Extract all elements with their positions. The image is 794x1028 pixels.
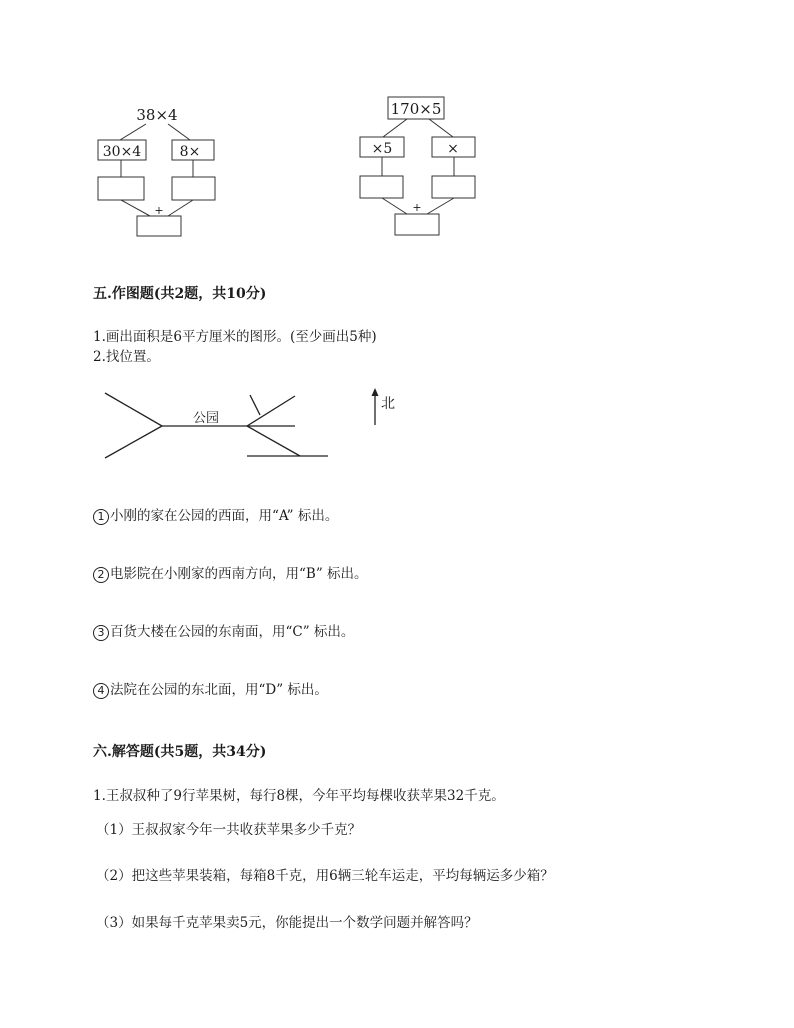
section-6-subquestion-1: （1）王叔叔家今年一共收获苹果多少千克？ [96, 822, 362, 838]
north-label: 北 [381, 396, 395, 412]
park-label: 公园 [193, 411, 220, 426]
circled-number-4: 4 [93, 683, 109, 699]
circled-number-3: 3 [93, 625, 109, 641]
road-northeast [247, 396, 295, 426]
circled-number-1: 1 [93, 509, 109, 525]
tree1-left-box-text: 30×4 [102, 144, 142, 160]
road-southwest [105, 426, 162, 458]
location-item-3-text: 百货大楼在公园的东南面，用“C” 标出。 [110, 624, 355, 640]
tree1-join-right [168, 200, 193, 216]
section-5-question-2: 2.找位置。 [93, 349, 160, 365]
tree2-left-answer-box [360, 176, 403, 198]
location-item-4 [93, 678, 328, 699]
circled-number-2: 2 [93, 567, 109, 583]
section-6-subquestion-2: （2）把这些苹果装箱，每箱8千克，用6辆三轮车运走，平均每辆运多少箱？ [96, 868, 554, 884]
section-5-title: 五.作图题(共2题，共10分) [93, 286, 267, 302]
tree2-join-right [427, 198, 454, 214]
location-item-4-text: 法院在公园的东北面，用“D” 标出。 [110, 682, 328, 698]
road-southeast [247, 426, 300, 456]
tree2-right-box-text: × [447, 141, 459, 157]
tree1-plus-sign: + [154, 204, 164, 217]
location-item-2-text: 电影院在小刚家的西南方向，用“B” 标出。 [110, 566, 368, 582]
location-item-3 [93, 620, 354, 641]
section-6-subquestion-3: （3）如果每千克苹果卖5元，你能提出一个数学问题并解答吗？ [96, 915, 478, 931]
road-short-diagonal [250, 395, 260, 415]
tree2-top-expression: 170×5 [390, 100, 442, 118]
park-map-diagram [100, 385, 400, 470]
location-item-2 [93, 562, 368, 583]
section-6-question-1: 1.王叔叔种了9行苹果树，每行8棵，今年平均每棵收获苹果32千克。 [93, 788, 505, 804]
tree1-join-left [121, 200, 150, 216]
calc-tree-2 [355, 92, 485, 242]
north-arrow-icon [372, 388, 379, 396]
tree2-join-left [382, 198, 407, 214]
tree1-branch-left [120, 124, 146, 140]
tree2-sum-box [395, 214, 439, 235]
road-northwest [105, 393, 162, 426]
tree1-branch-right [168, 124, 190, 140]
tree2-branch-right [429, 119, 453, 137]
tree1-left-answer-box [98, 177, 144, 200]
calc-tree-1 [90, 100, 230, 245]
section-6-title: 六.解答题(共5题，共34分) [93, 744, 267, 760]
tree1-sum-box [137, 216, 181, 236]
tree1-top-expression: 38×4 [136, 106, 178, 124]
location-item-1 [93, 504, 338, 525]
location-item-1-text: 小刚的家在公园的西面，用“A” 标出。 [110, 508, 339, 524]
tree2-left-box-text: ×5 [371, 141, 393, 157]
section-5-question-1: 1.画出面积是6平方厘米的图形。(至少画出5种) [93, 329, 377, 345]
tree2-plus-sign: + [412, 201, 422, 214]
tree1-right-box-text: 8× [179, 144, 201, 160]
tree2-right-answer-box [432, 176, 475, 198]
tree2-branch-left [383, 119, 407, 137]
tree1-right-answer-box [172, 177, 215, 200]
